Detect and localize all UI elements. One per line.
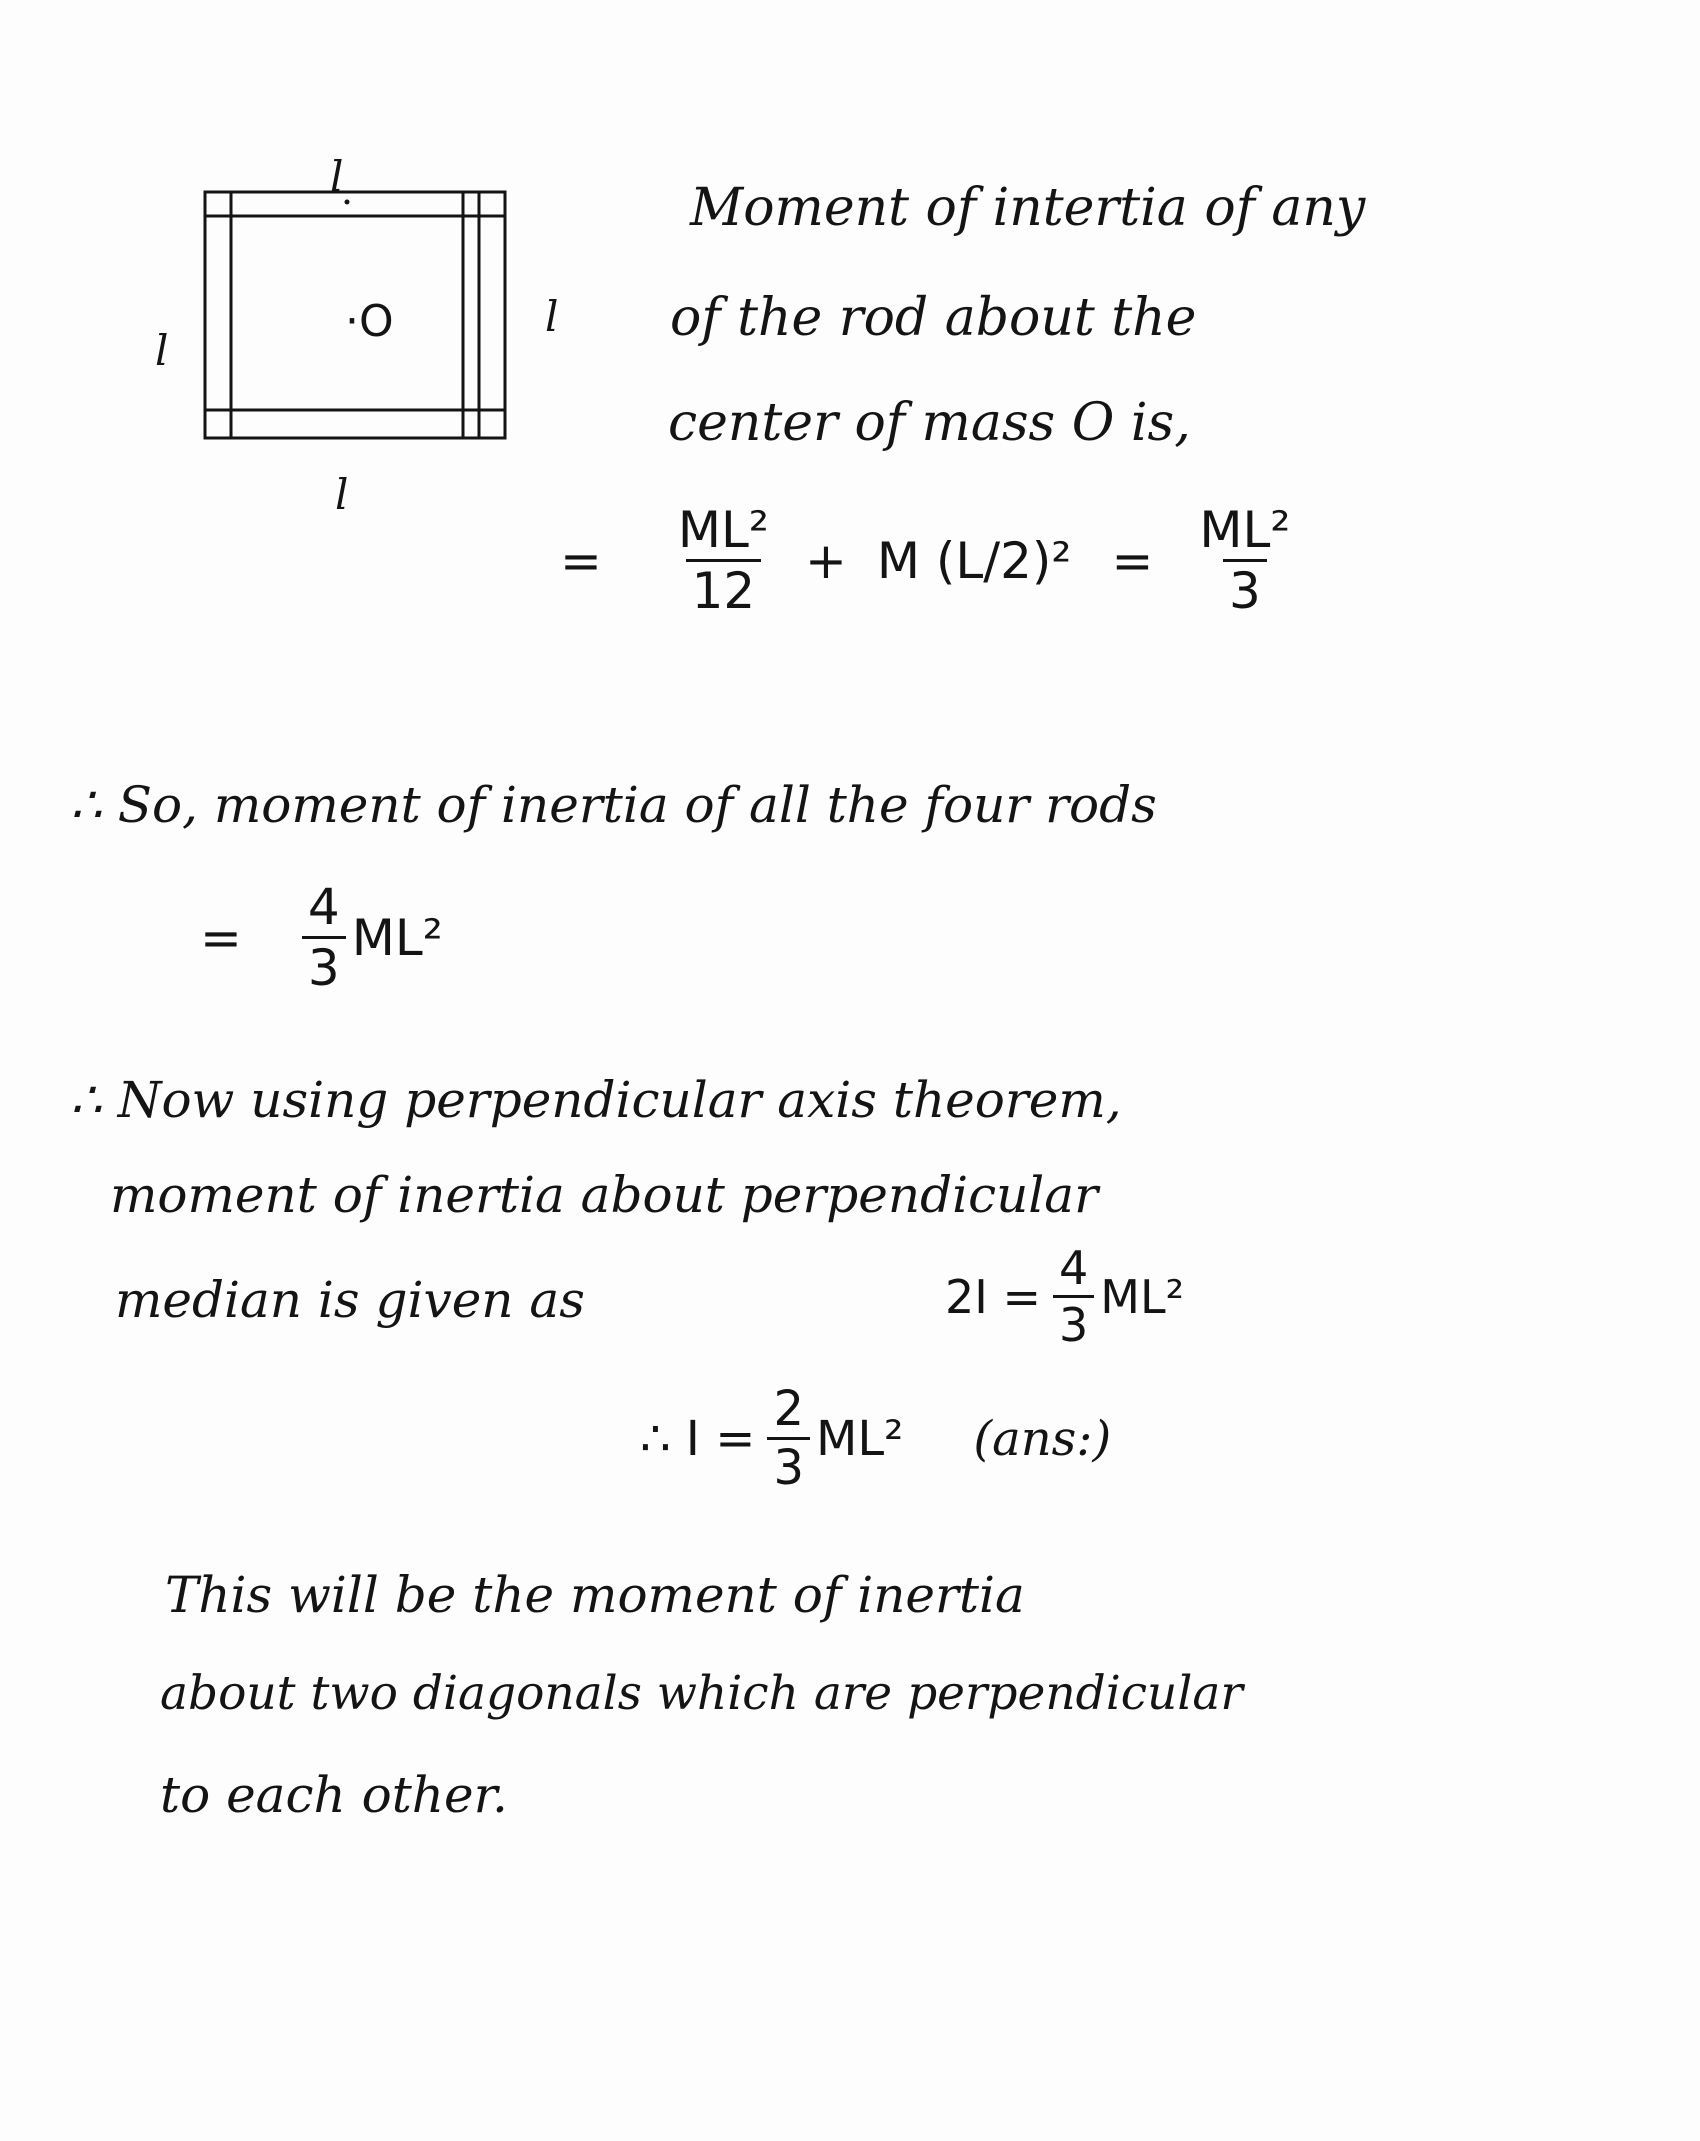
eq3-fraction	[1053, 1241, 1094, 1352]
eq2-fraction-num: 4	[307, 878, 340, 936]
eq1-term-2: M (L/2)²	[876, 531, 1072, 590]
text-line-5: ∴ Now using perpendicular axis theorem,	[70, 1071, 1122, 1129]
text-line-8: This will be the moment of inertia	[165, 1566, 1025, 1624]
eq3-fraction-den: 3	[1053, 1295, 1094, 1348]
center-of-mass-label: ·O	[345, 296, 394, 347]
eq1-fraction-1-num: ML²	[677, 501, 769, 559]
eq2-equals: =	[200, 908, 242, 967]
text-line-1: Moment of intertia of any	[690, 178, 1366, 238]
dimension-label-top: l	[330, 152, 344, 201]
eq4-fraction-num: 2	[773, 1381, 804, 1437]
text-line-4: ∴ So, moment of inertia of all the four rods	[70, 776, 1157, 834]
eq4-answer-tag: (ans:)	[973, 1410, 1112, 1467]
text-line-7: median is given as	[115, 1271, 585, 1329]
eq4-fraction-den: 3	[767, 1437, 810, 1492]
eq1-fraction-3	[1193, 501, 1296, 620]
equation-1	[560, 501, 1296, 620]
equation-3	[945, 1241, 1185, 1352]
eq1-plus: +	[804, 531, 847, 590]
eq3-fraction-num: 4	[1059, 1241, 1089, 1295]
eq4-fraction	[767, 1381, 810, 1496]
equation-4	[640, 1381, 1112, 1496]
eq1-equals: =	[560, 531, 602, 590]
eq3-rest: ML²	[1100, 1269, 1185, 1324]
dimension-label-right: l	[545, 292, 559, 341]
eq2-rest: ML²	[351, 908, 443, 967]
eq2-fraction	[302, 878, 346, 997]
dimension-label-bottom: l	[335, 470, 349, 519]
eq4-lhs: ∴ I =	[640, 1410, 756, 1467]
eq2-fraction-den: 3	[302, 936, 346, 993]
eq1-fraction-3-num: ML²	[1199, 501, 1291, 559]
eq1-fraction-1-den: 12	[686, 559, 762, 616]
top-dot	[345, 200, 350, 205]
text-line-10: to each other.	[160, 1766, 508, 1824]
dimension-label-left: l	[155, 326, 169, 375]
eq3-lhs: 2I =	[945, 1269, 1041, 1324]
text-line-6: moment of inertia about perpendicular	[110, 1166, 1098, 1224]
text-line-3: center of mass O is,	[668, 393, 1191, 453]
eq4-rest: ML²	[815, 1410, 904, 1467]
text-line-9: about two diagonals which are perpendicular	[160, 1666, 1243, 1721]
eq1-equals-2: =	[1111, 531, 1154, 590]
eq1-fraction-3-den: 3	[1223, 559, 1267, 616]
text-line-2: of the rod about the	[670, 288, 1197, 348]
eq1-fraction-1	[672, 501, 775, 620]
equation-2	[200, 878, 443, 997]
